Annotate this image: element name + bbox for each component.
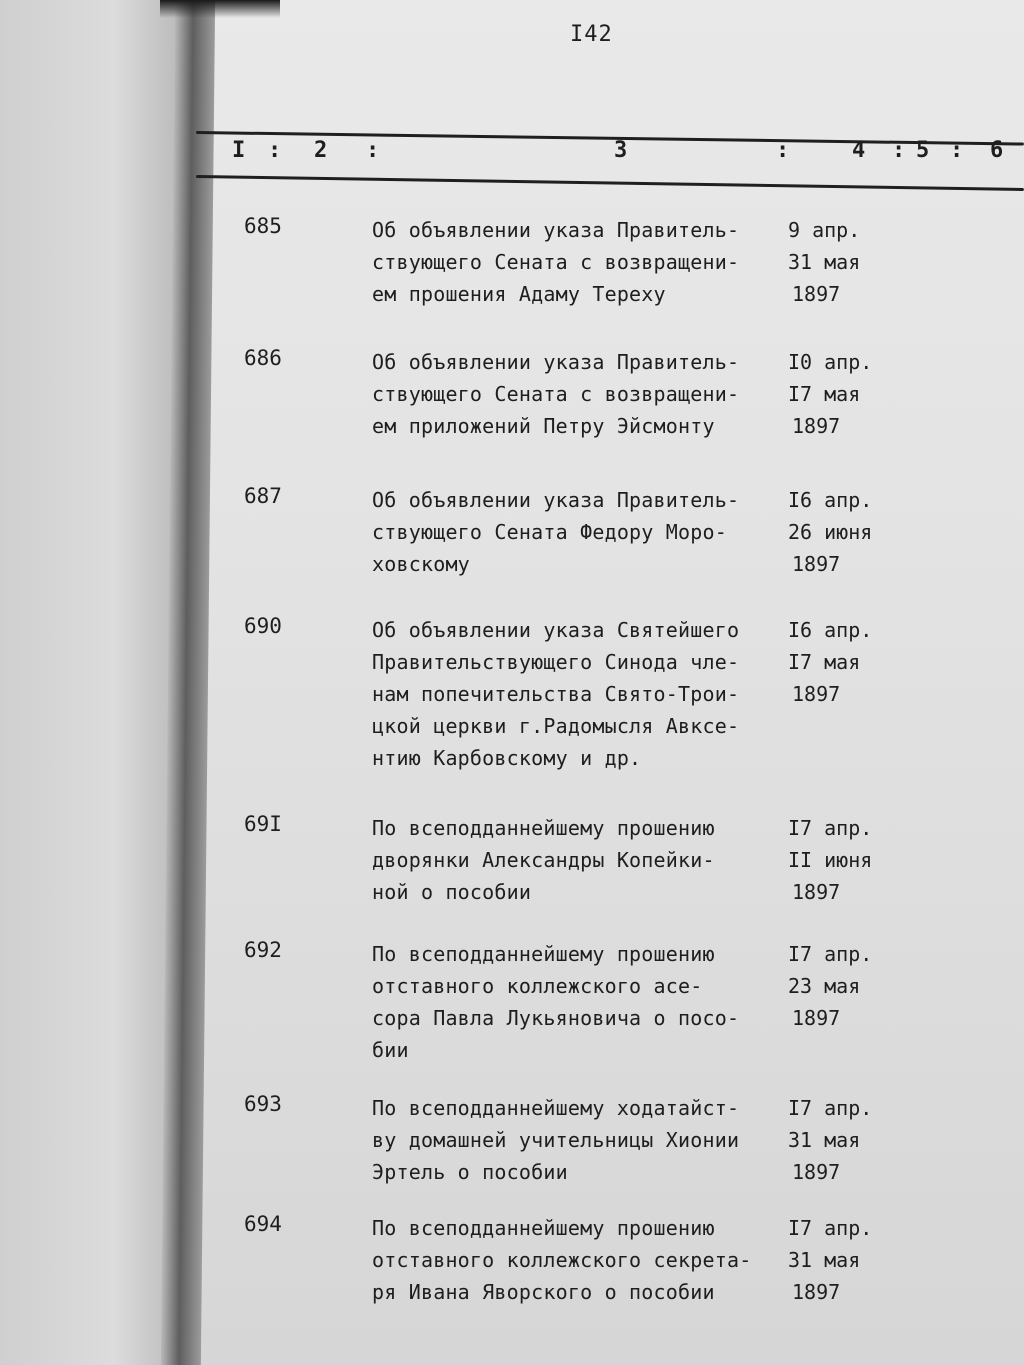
date-line: 1897 <box>792 880 841 904</box>
description-line: ховскому <box>372 552 470 576</box>
entry-number: 69I <box>244 812 282 836</box>
entry-description <box>372 812 792 908</box>
date-line: 26 июня <box>788 520 873 544</box>
date-line: I7 мая <box>788 650 861 674</box>
column-header-5: 5 <box>916 138 930 163</box>
description-line: отставного коллежского асе- <box>372 974 703 998</box>
entry-dates <box>788 1212 898 1308</box>
description-line: ствующего Сената Федору Моро- <box>372 520 727 544</box>
entry-number: 692 <box>244 938 282 962</box>
date-line: 1897 <box>792 1280 841 1304</box>
description-line: цкой церкви г.Радомысля Авксе- <box>372 714 740 738</box>
description-line: бии <box>372 1038 409 1062</box>
date-line: I7 апр. <box>788 1216 873 1240</box>
column-header-3: 3 <box>614 138 628 163</box>
date-line: 31 мая <box>788 1128 861 1152</box>
description-line: ем приложений Петру Эйсмонту <box>372 414 715 438</box>
entry-description <box>372 214 792 310</box>
entry-description <box>372 1212 792 1308</box>
description-line: нам попечительства Свято-Трои- <box>372 682 740 706</box>
entry-number: 693 <box>244 1092 282 1116</box>
date-line: I7 апр. <box>788 816 873 840</box>
entry-number: 687 <box>244 484 282 508</box>
page-number: I42 <box>570 22 613 47</box>
entry-dates <box>788 812 898 908</box>
column-separator: : <box>950 138 964 163</box>
previous-page-edge <box>0 0 190 1365</box>
entry-description <box>372 614 792 774</box>
entry-dates <box>788 938 898 1034</box>
date-line: II июня <box>788 848 873 872</box>
description-line: ной о пособии <box>372 880 532 904</box>
date-line: 23 мая <box>788 974 861 998</box>
description-line: По всеподданнейшему прошению <box>372 816 715 840</box>
date-line: 1897 <box>792 682 841 706</box>
description-line: Об объявлении указа Правитель- <box>372 350 740 374</box>
date-line: 1897 <box>792 282 841 306</box>
description-line: По всеподданнейшему прошению <box>372 942 715 966</box>
description-line: ем прошения Адаму Тереху <box>372 282 666 306</box>
description-line: Об объявлении указа Правитель- <box>372 218 740 242</box>
entry-description <box>372 346 792 442</box>
column-header-2: 2 <box>314 138 328 163</box>
date-line: I7 мая <box>788 382 861 406</box>
description-line: ря Ивана Яворского о пособии <box>372 1280 715 1304</box>
date-line: I6 апр. <box>788 488 873 512</box>
entry-number: 694 <box>244 1212 282 1236</box>
page-top-shadow <box>160 0 280 18</box>
date-line: 9 апр. <box>788 218 861 242</box>
entry-number: 685 <box>244 214 282 238</box>
entry-description <box>372 938 792 1066</box>
column-separator: : <box>268 138 282 163</box>
column-separator: : <box>776 138 790 163</box>
description-line: Правительствующего Синода чле- <box>372 650 740 674</box>
description-line: ву домашней учительницы Хионии <box>372 1128 740 1152</box>
entry-description <box>372 484 792 580</box>
column-separator: : <box>892 138 906 163</box>
entry-number: 690 <box>244 614 282 638</box>
column-header-4: 4 <box>852 138 866 163</box>
date-line: 1897 <box>792 414 841 438</box>
date-line: I0 апр. <box>788 350 873 374</box>
column-header-6: 6 <box>990 138 1004 163</box>
description-line: ствующего Сената с возвращени- <box>372 382 740 406</box>
description-line: дворянки Александры Копейки- <box>372 848 715 872</box>
description-line: ствующего Сената с возвращени- <box>372 250 740 274</box>
entry-dates <box>788 484 898 580</box>
description-line: По всеподданнейшему прошению <box>372 1216 715 1240</box>
date-line: I6 апр. <box>788 618 873 642</box>
date-line: 1897 <box>792 1160 841 1184</box>
date-line: I7 апр. <box>788 1096 873 1120</box>
description-line: Об объявлении указа Правитель- <box>372 488 740 512</box>
entry-description <box>372 1092 792 1188</box>
entry-dates <box>788 346 898 442</box>
entry-dates <box>788 214 898 310</box>
entry-number: 686 <box>244 346 282 370</box>
description-line: отставного коллежского секрета- <box>372 1248 752 1272</box>
entry-dates <box>788 1092 898 1188</box>
description-line: Эртель о пособии <box>372 1160 568 1184</box>
date-line: 1897 <box>792 552 841 576</box>
date-line: 31 мая <box>788 250 861 274</box>
description-line: сора Павла Лукьяновича о посо- <box>372 1006 740 1030</box>
column-separator: : <box>366 138 380 163</box>
description-line: По всеподданнейшему ходатайст- <box>372 1096 740 1120</box>
entry-dates <box>788 614 898 710</box>
date-line: 31 мая <box>788 1248 861 1272</box>
date-line: I7 апр. <box>788 942 873 966</box>
description-line: нтию Карбовскому и др. <box>372 746 642 770</box>
date-line: 1897 <box>792 1006 841 1030</box>
description-line: Об объявлении указа Святейшего <box>372 618 740 642</box>
column-header-1: I <box>232 138 246 163</box>
